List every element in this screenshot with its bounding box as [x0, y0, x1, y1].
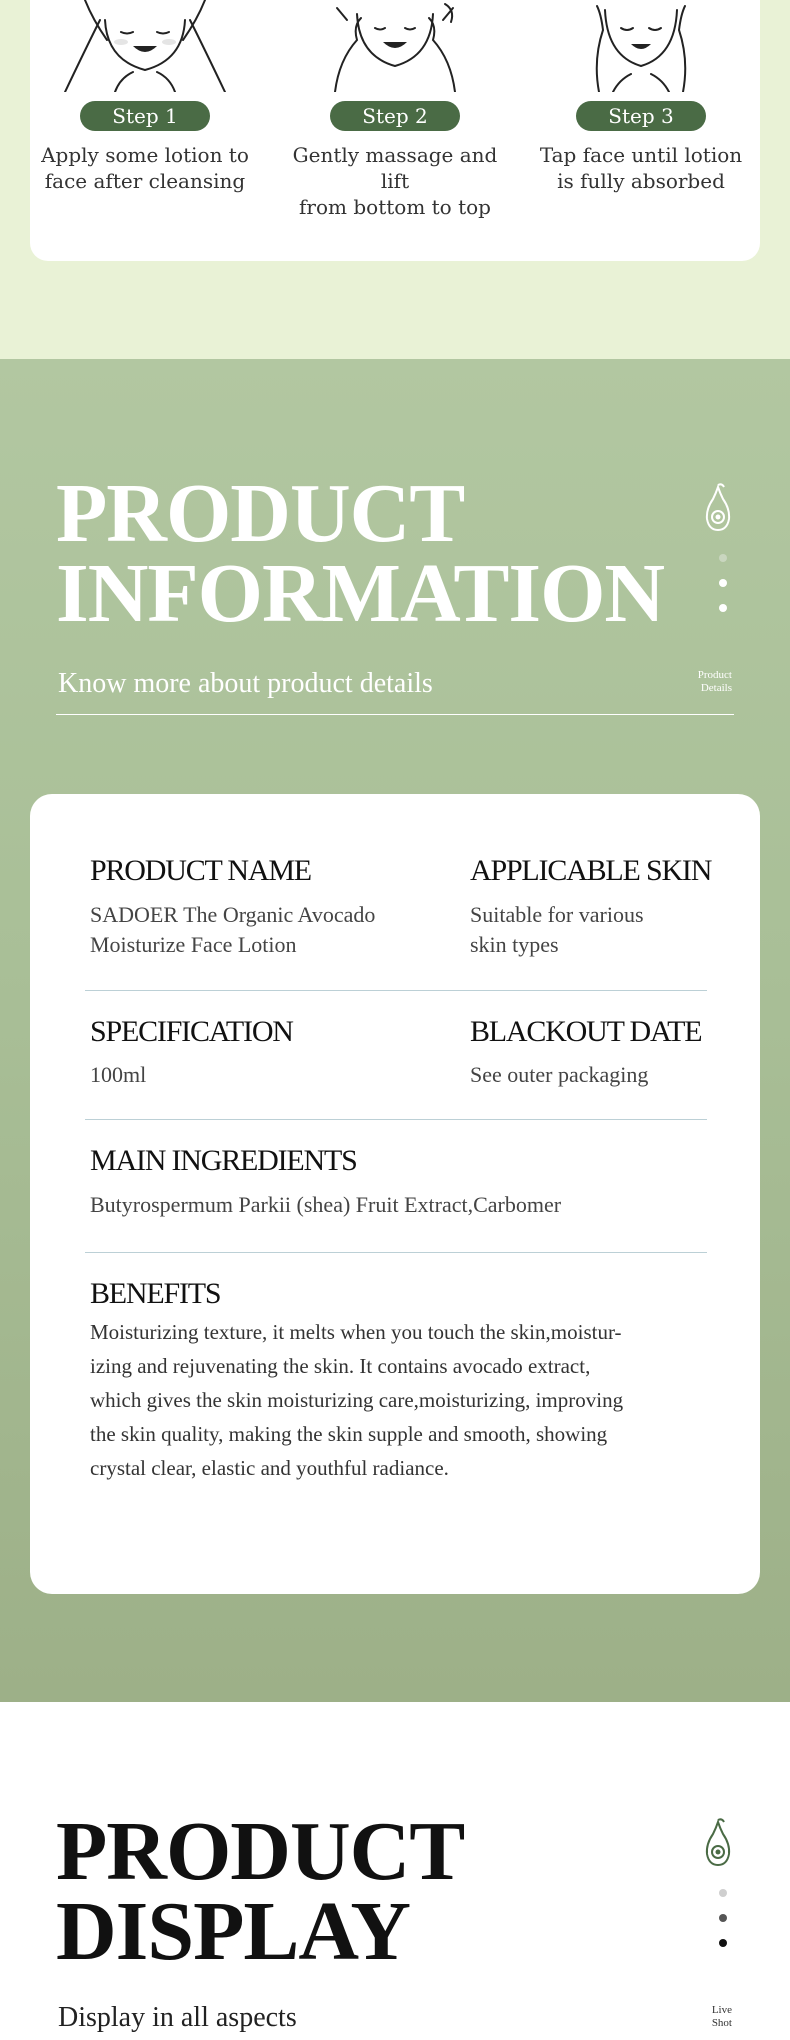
benefits-label: BENEFITS	[90, 1277, 221, 1310]
step-description-line: Tap face until lotion	[539, 143, 743, 167]
product-name-label: PRODUCT NAME	[90, 854, 311, 887]
section-title	[56, 1805, 465, 1978]
face-lift-illustration-icon	[295, 0, 495, 92]
benefits-line: which gives the skin moisturizing care,moisturizing, improving	[90, 1388, 624, 1412]
applicable-skin-label: APPLICABLE SKIN	[470, 854, 712, 887]
specification-value: 100ml	[90, 1062, 147, 1087]
nav-dot	[719, 1889, 727, 1897]
field-divider	[85, 990, 707, 991]
benefits-line: izing and rejuvenating the skin. It contains avocado extract,	[90, 1354, 591, 1378]
section-title-line: PRODUCT	[56, 467, 465, 560]
blackout-date-value: See outer packaging	[470, 1062, 649, 1087]
side-label	[670, 669, 732, 695]
usage-steps-section	[0, 0, 790, 359]
side-label	[670, 2004, 732, 2030]
step-3	[526, 0, 756, 220]
face-tap-illustration-icon	[541, 0, 741, 92]
benefits-line: crystal clear, elastic and youthful radiance.	[90, 1456, 449, 1480]
step-1	[30, 0, 260, 220]
step-2	[280, 0, 510, 220]
step-description-line: face after cleansing	[44, 169, 246, 193]
section-title-line: INFORMATION	[56, 547, 665, 640]
nav-dot	[719, 604, 727, 612]
step-description	[30, 142, 260, 194]
avocado-icon	[700, 1818, 736, 1868]
applicable-skin-line: skin types	[470, 932, 559, 957]
section-title-line: DISPLAY	[56, 1885, 411, 1978]
applicable-skin-line: Suitable for various	[470, 902, 644, 927]
step-description-line: Gently massage and lift	[292, 143, 498, 193]
section-title	[56, 467, 665, 640]
nav-dot	[719, 1914, 727, 1922]
applicable-skin-value	[470, 900, 644, 960]
product-name-line: Moisturize Face Lotion	[90, 932, 297, 957]
specification-label: SPECIFICATION	[90, 1015, 293, 1048]
benefits-line: the skin quality, making the skin supple and smooth, showing	[90, 1422, 608, 1446]
side-label-line: Details	[700, 682, 732, 694]
section-subtitle: Know more about product details	[58, 668, 433, 699]
field-divider	[85, 1119, 707, 1120]
step-description-line: Apply some lotion to	[41, 143, 249, 167]
section-title-line: PRODUCT	[56, 1805, 465, 1898]
step-badge: Step 1	[80, 101, 210, 131]
avocado-icon	[700, 483, 736, 533]
main-ingredients-label: MAIN INGREDIENTS	[90, 1144, 357, 1177]
product-name-value	[90, 900, 375, 960]
side-label-line: Live	[711, 2004, 732, 2016]
step-badge: Step 2	[330, 101, 460, 131]
product-name-line: SADOER The Organic Avocado	[90, 902, 376, 927]
section-divider	[56, 714, 734, 715]
product-details-card	[30, 794, 760, 1594]
face-massage-illustration-icon	[45, 0, 245, 92]
section-subtitle: Display in all aspects	[58, 2002, 297, 2033]
main-ingredients-value: Butyrospermum Parkii (shea) Fruit Extract,Carbomer	[90, 1192, 562, 1217]
step-description-line: is fully absorbed	[557, 169, 725, 193]
benefits-line: Moisturizing texture, it melts when you touch the skin,moistur-	[90, 1320, 622, 1344]
nav-dot	[719, 1939, 727, 1947]
blackout-date-label: BLACKOUT DATE	[470, 1015, 702, 1048]
section-nav-dots	[716, 1889, 730, 1964]
side-label-line: Product	[697, 669, 732, 681]
nav-dot	[719, 554, 727, 562]
step-description	[280, 142, 510, 220]
step-badge: Step 3	[576, 101, 706, 131]
section-nav-dots	[716, 554, 730, 629]
step-description-line: from bottom to top	[299, 195, 491, 219]
product-information-section	[0, 359, 790, 1702]
step-description	[526, 142, 756, 194]
usage-steps-card	[30, 0, 760, 261]
field-divider	[85, 1252, 707, 1253]
nav-dot	[719, 579, 727, 587]
benefits-text	[90, 1315, 710, 1485]
product-display-section	[0, 1702, 790, 2040]
side-label-line: Shot	[711, 2017, 732, 2029]
